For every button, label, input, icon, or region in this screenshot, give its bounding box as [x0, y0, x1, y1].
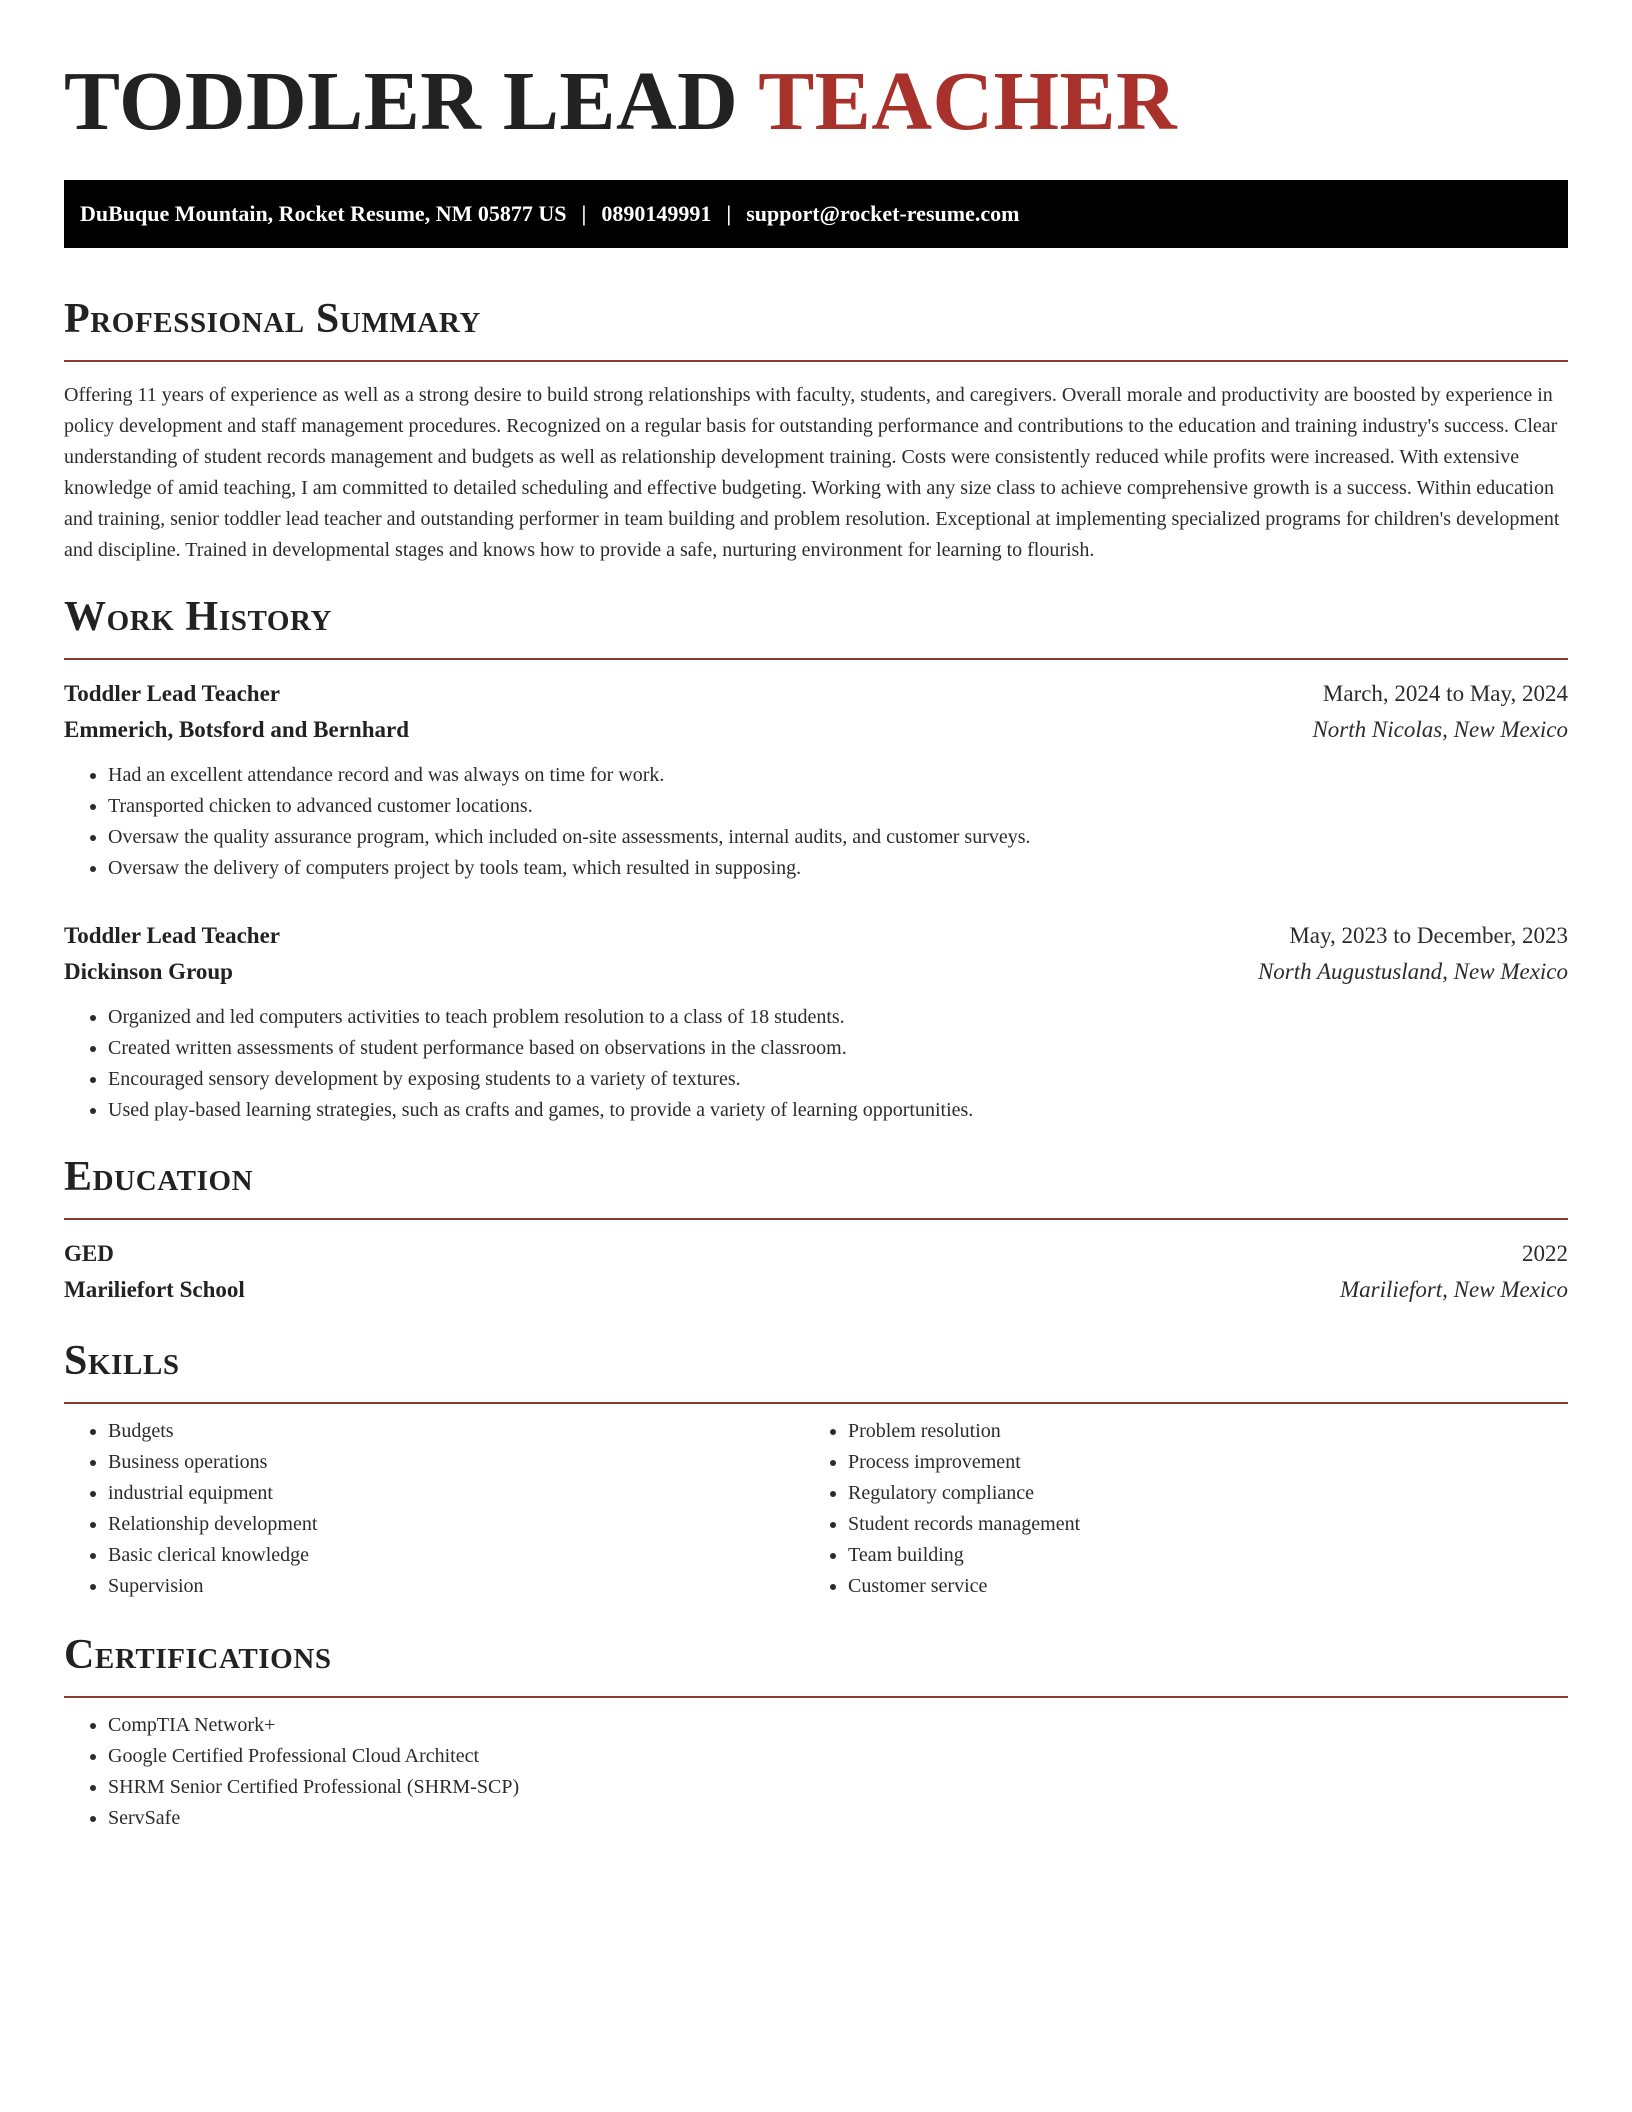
job-location: North Nicolas, New Mexico — [1312, 717, 1568, 742]
skill-item: • Basic clerical knowledge — [108, 1540, 804, 1571]
contact-bar — [64, 180, 1568, 248]
section-heading-education: Education — [64, 1154, 254, 1200]
job-entry — [64, 676, 1568, 884]
job-title-row — [64, 918, 1568, 954]
job-bullet: • Had an excellent attendance record and was always on time for work. — [108, 760, 1568, 791]
certification-item: • CompTIA Network+ — [108, 1710, 1568, 1741]
skills-section — [64, 1336, 1568, 1602]
skill-item: • Regulatory compliance — [848, 1478, 1544, 1509]
summary-text: Offering 11 years of experience as well as a strong desire to build strong relationships with faculty, students, and caregivers. Overall morale and productivity are boosted by experience in policy development and staff management procedures. Recognized on a regular basis for outstanding performance and contributions to the education and training industry's success. Clear understanding of student records management and budgets as well as relationship development training. Costs were consistently reduced while profits were increased. With extensive knowledge of amid teaching, I am committed to detailed scheduling and effective budgeting. Working with any size class to achieve comprehensive growth is a success. Within education and training, senior toddler lead teacher and outstanding performer in team building and problem resolution. Exceptional at implementing specialized programs for children's development and discipline. Trained in developmental stages and knows how to provide a safe, nurturing environment for learning to flourish. — [64, 384, 1560, 561]
job-company: Dickinson Group — [64, 959, 233, 984]
summary-section — [64, 294, 1568, 566]
education-year: 2022 — [1522, 1241, 1568, 1266]
job-company: Emmerich, Botsford and Bernhard — [64, 717, 409, 742]
section-heading-skills: Skills — [64, 1338, 180, 1384]
section-heading-summary: Professional Summary — [64, 296, 481, 342]
skills-columns — [64, 1416, 1568, 1602]
title-main: TODDLER LEAD — [64, 55, 739, 148]
job-bullet: • Oversaw the delivery of computers project by tools team, which resulted in supposing. — [108, 853, 1568, 884]
job-title-row — [64, 676, 1568, 712]
skill-item: • Customer service — [848, 1571, 1544, 1602]
job-dates: May, 2023 to December, 2023 — [1289, 923, 1568, 948]
skills-list-left — [64, 1416, 804, 1602]
skill-item: • Process improvement — [848, 1447, 1544, 1478]
contact-email: support@rocket-resume.com — [746, 201, 1020, 226]
job-bullet: • Oversaw the quality assurance program, which included on-site assessments, internal audits, and customer surveys. — [108, 822, 1568, 853]
contact-phone: 0890149991 — [601, 201, 712, 226]
certification-item: • ServSafe — [108, 1803, 1568, 1834]
section-heading-work-history: Work History — [64, 594, 333, 640]
section-divider — [64, 1402, 1568, 1404]
education-entry — [64, 1236, 1568, 1308]
skill-item: • Problem resolution — [848, 1416, 1544, 1447]
section-divider — [64, 1218, 1568, 1220]
job-bullets — [64, 760, 1568, 884]
resume-title — [64, 52, 1568, 152]
skill-item: • Relationship development — [108, 1509, 804, 1540]
job-bullet: • Encouraged sensory development by exposing students to a variety of textures. — [108, 1064, 1568, 1095]
job-bullet: • Created written assessments of student performance based on observations in the classroom. — [108, 1033, 1568, 1064]
education-location: Mariliefort, New Mexico — [1339, 1277, 1568, 1302]
contact-separator: | — [726, 201, 732, 226]
job-bullets — [64, 1002, 1568, 1126]
job-entry — [64, 918, 1568, 1126]
title-accent: TEACHER — [758, 55, 1178, 148]
job-dates: March, 2024 to May, 2024 — [1322, 681, 1568, 706]
skill-item: • Budgets — [108, 1416, 804, 1447]
job-bullet: • Organized and led computers activities to teach problem resolution to a class of 18 students. — [108, 1002, 1568, 1033]
certifications-section — [64, 1630, 1568, 1834]
certification-item: • SHRM Senior Certified Professional (SHRM-SCP) — [108, 1772, 1568, 1803]
skills-list-right — [804, 1416, 1544, 1602]
skill-item: • Supervision — [108, 1571, 804, 1602]
contact-address: DuBuque Mountain, Rocket Resume, NM 05877 US — [80, 201, 567, 226]
skill-item: • industrial equipment — [108, 1478, 804, 1509]
education-school-row — [64, 1272, 1568, 1308]
certification-item: • Google Certified Professional Cloud Architect — [108, 1741, 1568, 1772]
job-title: Toddler Lead Teacher — [64, 923, 280, 948]
work-history-section — [64, 592, 1568, 1126]
section-heading-certifications: Certifications — [64, 1632, 332, 1678]
skill-item: • Team building — [848, 1540, 1544, 1571]
education-section — [64, 1152, 1568, 1308]
skill-item: • Student records management — [848, 1509, 1544, 1540]
certifications-list — [64, 1710, 1568, 1834]
job-company-row — [64, 712, 1568, 748]
section-divider — [64, 658, 1568, 660]
section-divider — [64, 1696, 1568, 1698]
job-bullet: • Transported chicken to advanced customer locations. — [108, 791, 1568, 822]
contact-separator: | — [581, 201, 587, 226]
education-degree-row — [64, 1236, 1568, 1272]
job-bullet: • Used play-based learning strategies, such as crafts and games, to provide a variety of learning opportunities. — [108, 1095, 1568, 1126]
education-school: Mariliefort School — [64, 1277, 245, 1302]
section-divider — [64, 360, 1568, 362]
job-location: North Augustusland, New Mexico — [1257, 959, 1568, 984]
job-title: Toddler Lead Teacher — [64, 681, 280, 706]
skill-item: • Business operations — [108, 1447, 804, 1478]
job-company-row — [64, 954, 1568, 990]
education-degree: GED — [64, 1241, 114, 1266]
